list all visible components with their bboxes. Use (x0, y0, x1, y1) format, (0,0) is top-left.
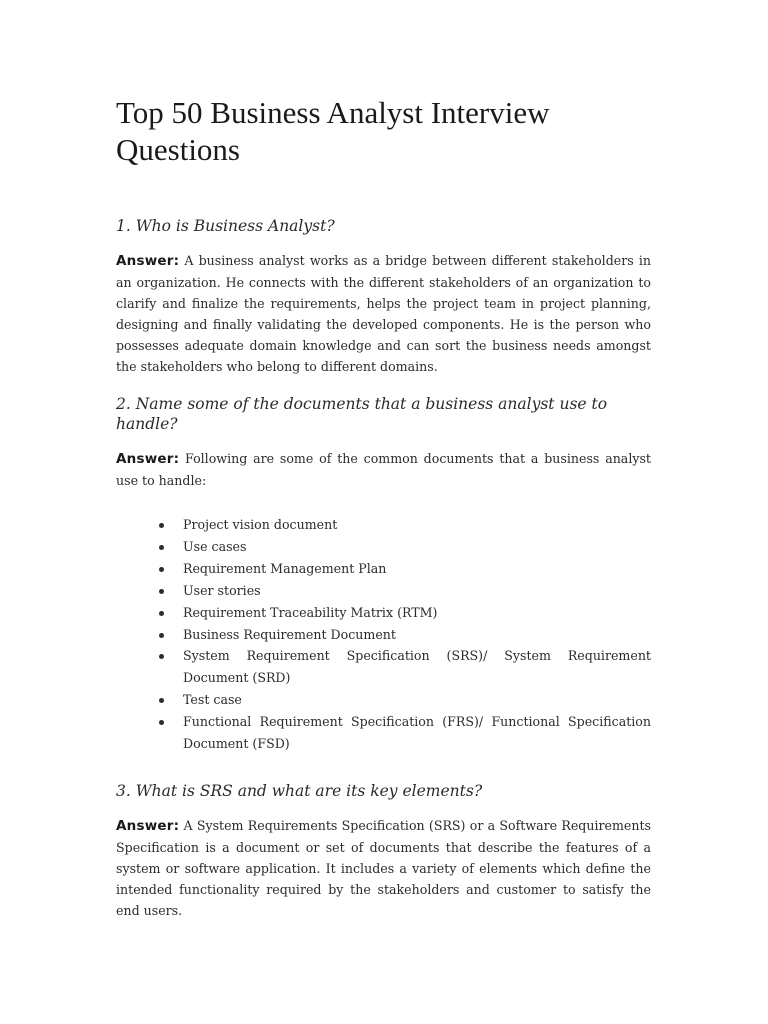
list-item: Requirement Management Plan (116, 558, 651, 580)
list-item: Test case (116, 689, 651, 711)
answer-label: Answer: (116, 253, 180, 269)
answer-paragraph-2 (116, 448, 651, 491)
answer-text-2: Following are some of the common documents that a business analyst use to handle: (116, 451, 651, 488)
answer-text-1: A business analyst works as a bridge between different stakeholders in an organization. He connects with the different stakeholders of an organization to clarify and finalize the requirements, helps the project team in project planning, designing and finally validating the developed components. He is the person who possesses adequate domain knowledge and can sort the business needs amongst the stakeholders who belong to different domains. (116, 253, 651, 374)
bullet-icon (159, 654, 164, 659)
bullet-icon (159, 523, 164, 528)
bullet-icon (159, 720, 164, 725)
list-item: Business Requirement Document (116, 624, 651, 646)
document-title: Top 50 Business Analyst Interview Questions (116, 95, 550, 167)
question-heading-3: 3. What is SRS and what are its key elements? (116, 781, 483, 800)
answer-paragraph-1 (116, 250, 651, 377)
bullet-icon (159, 567, 164, 572)
documents-list (116, 514, 651, 755)
answer-paragraph-3 (116, 815, 651, 921)
list-item: Project vision document (116, 514, 651, 536)
answer-label: Answer: (116, 451, 180, 467)
bullet-icon (159, 589, 164, 594)
list-item: Use cases (116, 536, 651, 558)
answer-text-3: A System Requirements Specification (SRS) or a Software Requirements Specification is a document or set of documents that describe the features of a system or software application. It includes a variety of elements which define the intended functionality required by the stakeholders and customer to satisfy the end users. (116, 817, 651, 918)
question-heading-2: 2. Name some of the documents that a business analyst use to handle? (116, 395, 608, 433)
list-item: Functional Requirement Specification (FRS)/ Functional Specification Document (FSD) (116, 711, 651, 755)
bullet-icon (159, 545, 164, 550)
list-item: System Requirement Specification (SRS)/ System Requirement Document (SRD) (116, 645, 651, 689)
list-item: User stories (116, 580, 651, 602)
document-page (116, 94, 651, 921)
question-heading-1: 1. Who is Business Analyst? (116, 217, 335, 235)
answer-label: Answer: (116, 817, 180, 834)
bullet-icon (159, 698, 164, 703)
bullet-icon (159, 611, 164, 616)
bullet-icon (159, 633, 164, 638)
list-item: Requirement Traceability Matrix (RTM) (116, 602, 651, 624)
